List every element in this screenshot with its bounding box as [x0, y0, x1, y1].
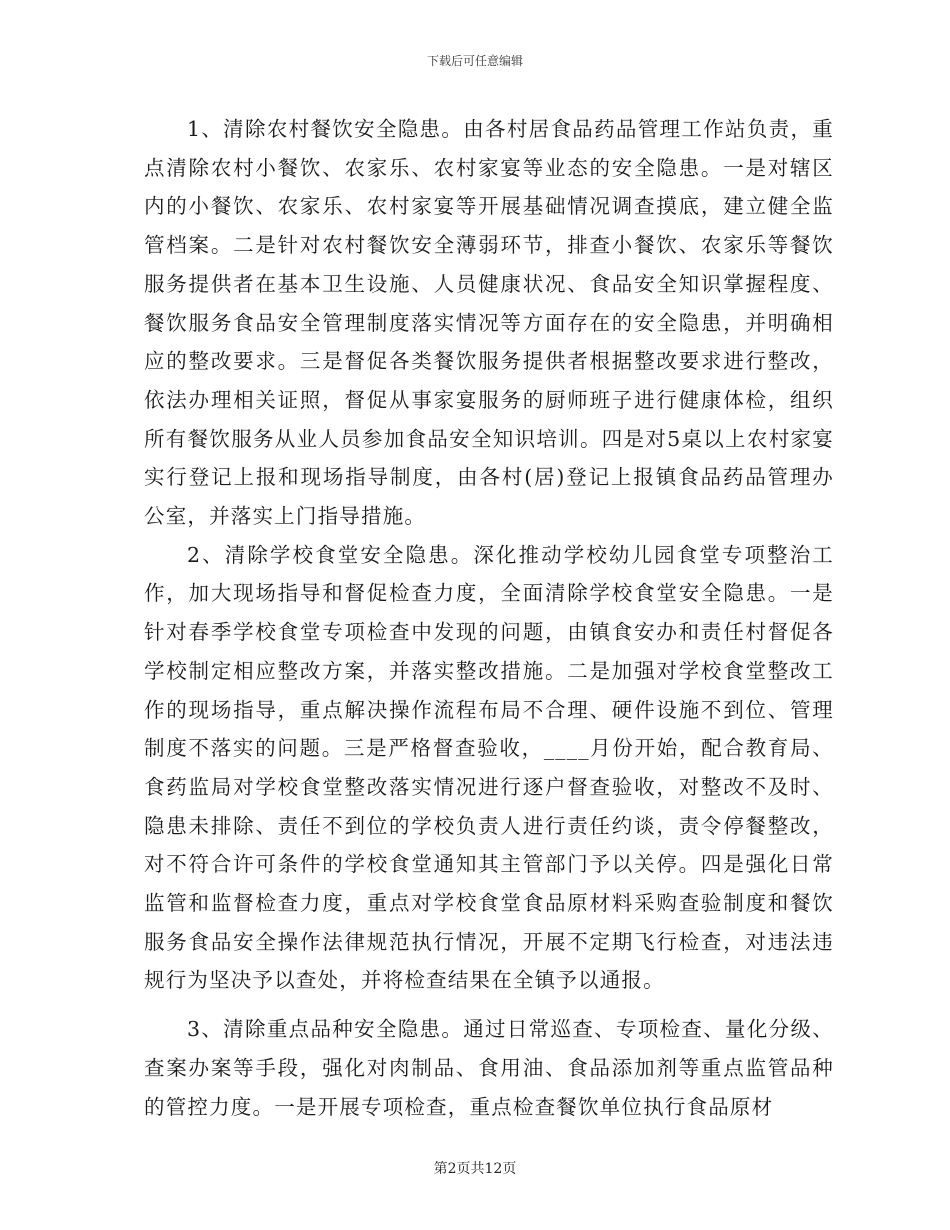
paragraph-1: 1、清除农村餐饮安全隐患。由各村居食品药品管理工作站负责，重点清除农村小餐饮、农家乐、农村家宴等业态的安全隐患。一是对辖区内的小餐饮、农家乐、农村家宴等开展基础情况调查摸底，建立健全监管档案。二是针对农村餐饮安全薄弱环节，排查小餐饮、农家乐等餐饮服务提供者在基本卫生设施、人员健康状况、食品安全知识掌握程度、餐饮服务食品安全管理制度落实情况等方面存在的安全隐患，并明确相应的整改要求。三是督促各类餐饮服务提供者根据整改要求进行整改，依法办理相关证照，督促从事家宴服务的厨师班子进行健康体检，组织所有餐饮服务从业人员参加食品安全知识培训。四是对5桌以上农村家宴实行登记上报和现场指导制度，由各村(居)登记上报镇食品药品管理办公室，并落实上门指导措施。 [144, 117, 834, 529]
page-footer: 第2页共12页 [433, 1161, 517, 1177]
paragraph-3: 3、清除重点品种安全隐患。通过日常巡查、专项检查、量化分级、查案办案等手段，强化对肉制品、食用油、食品添加剂等重点监管品种的管控力度。一是开展专项检查，重点检查餐饮单位执行食品原材 [144, 1017, 834, 1119]
page-header: 下载后可任意编辑 [426, 54, 523, 68]
document-body [144, 110, 834, 1126]
paragraph-2: 2、清除学校食堂安全隐患。深化推动学校幼儿园食堂专项整治工作，加大现场指导和督促检查力度，全面清除学校食堂安全隐患。一是针对春季学校食堂专项检查中发现的问题，由镇食安办和责任村督促各学校制定相应整改方案，并落实整改措施。二是加强对学校食堂整改工作的现场指导，重点解决操作流程布局不合理、硬件设施不到位、管理制度不落实的问题。三是严格督查验收，____月份开始，配合教育局、食药监局对学校食堂整改落实情况进行逐户督查验收，对整改不及时、隐患未排除、责任不到位的学校负责人进行责任约谈，责令停餐整改，对不符合许可条件的学校食堂通知其主管部门予以关停。四是强化日常监管和监督检查力度，重点对学校食堂食品原材料采购查验制度和餐饮服务食品安全操作法律规范执行情况，开展不定期飞行检查，对违法违规行为坚决予以查处，并将检查结果在全镇予以通报。 [144, 542, 834, 993]
